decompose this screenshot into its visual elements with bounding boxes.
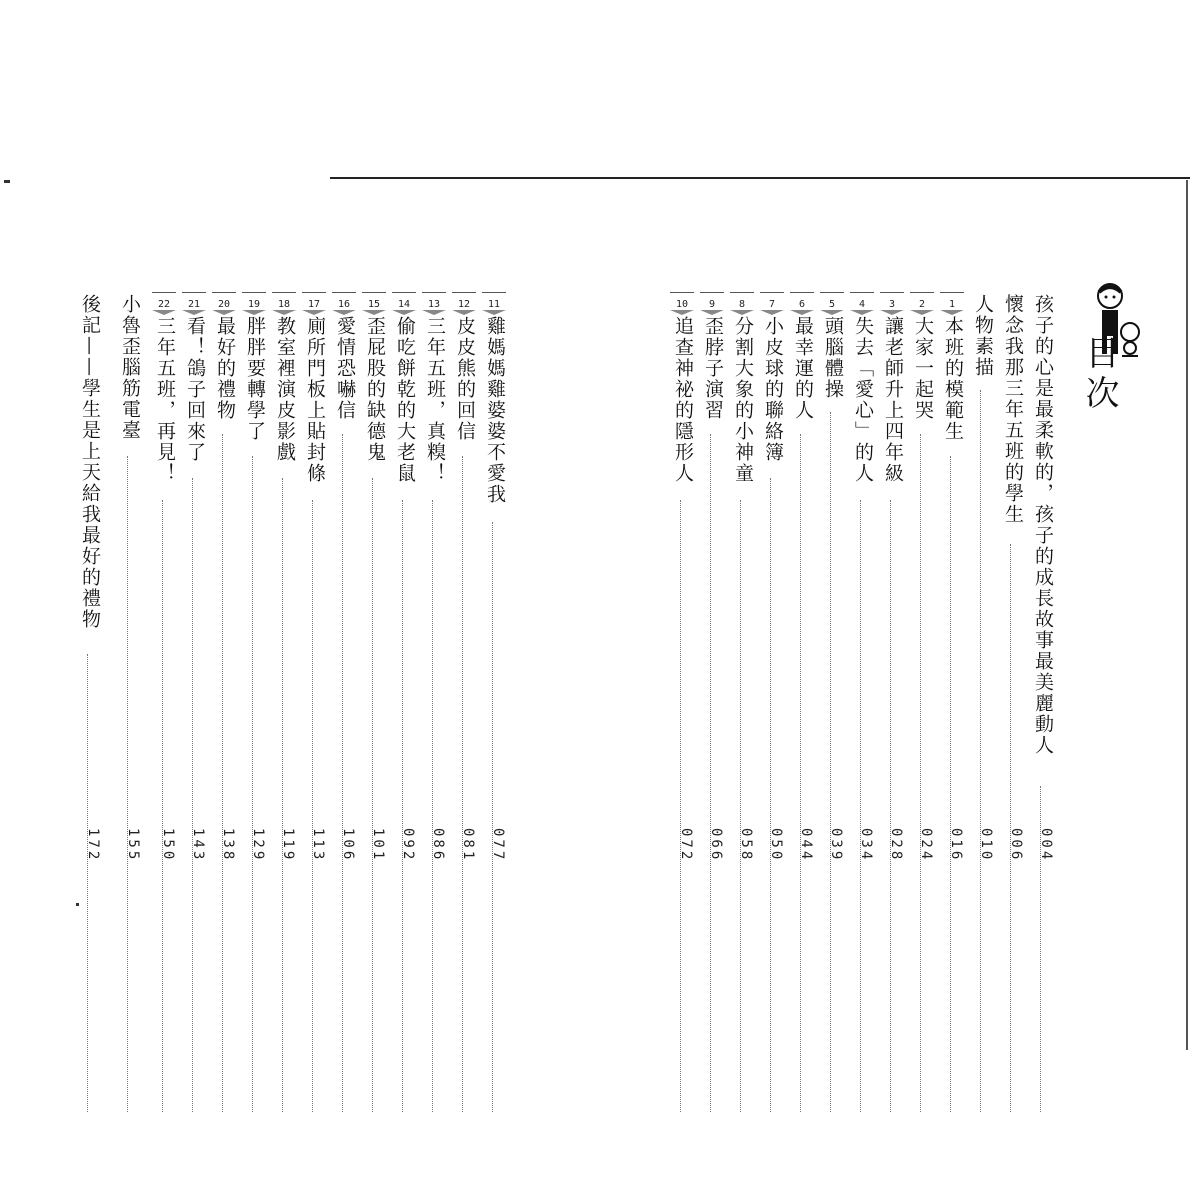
chapter-title: 小皮球的聯絡簿 — [762, 316, 784, 463]
page-number: 092 — [400, 828, 416, 863]
leader-dots — [432, 500, 433, 1112]
leader-dots — [127, 456, 128, 1112]
page-number: 058 — [738, 828, 754, 863]
chapter-title: 皮皮熊的回信 — [454, 316, 476, 442]
toc-entry — [880, 292, 904, 882]
toc-entry — [117, 292, 141, 882]
toc-entry — [940, 292, 964, 882]
chapter-title: 偷吃餅乾的大老鼠 — [394, 316, 416, 484]
chapter-title: 三年五班，真糗！ — [424, 316, 446, 484]
chapter-title: 讓老師升上四年級 — [882, 316, 904, 484]
leader-dots — [770, 478, 771, 1112]
chapter-number-badge: 6 — [790, 292, 814, 315]
chapter-title: 追查神祕的隱形人 — [672, 316, 694, 484]
leader-dots — [462, 456, 463, 1112]
page-number: 172 — [85, 828, 101, 863]
chapter-number-badge: 3 — [880, 292, 904, 315]
chapter-title: 本班的模範生 — [942, 316, 964, 442]
chapter-title: 教室裡演皮影戲 — [274, 316, 296, 463]
chapter-number-badge: 17 — [302, 292, 326, 315]
toc-entry — [1030, 292, 1054, 882]
chapter-title: 愛情恐嚇信 — [334, 316, 356, 421]
chapter-number-badge: 11 — [482, 292, 506, 315]
chapter-title: 頭腦體操 — [822, 316, 844, 400]
chapter-number-badge: 2 — [910, 292, 934, 315]
page-number: 072 — [678, 828, 694, 863]
chapter-title: 失去「愛心」的人 — [852, 316, 874, 484]
leader-dots — [342, 434, 343, 1112]
page-number: 006 — [1008, 828, 1024, 863]
toc-entry — [212, 292, 236, 882]
page-number: 106 — [340, 828, 356, 863]
page-number: 077 — [490, 828, 506, 863]
leader-dots — [740, 500, 741, 1112]
chapter-title: 最好的禮物 — [214, 316, 236, 421]
chapter-number-badge: 21 — [182, 292, 206, 315]
chapter-number-badge: 22 — [152, 292, 176, 315]
page-number: 143 — [190, 828, 206, 863]
page-number: 050 — [768, 828, 784, 863]
chapter-number-badge: 5 — [820, 292, 844, 315]
chapter-title: 雞媽媽雞婆婆不愛我 — [484, 316, 506, 505]
leader-dots — [87, 654, 88, 1112]
chapter-title: 孩子的心是最柔軟的，孩子的成長故事最美麗動人 — [1032, 294, 1054, 756]
page-number: 034 — [858, 828, 874, 863]
toc-entry — [760, 292, 784, 882]
leader-dots — [402, 500, 403, 1112]
chapter-title: 歪屁股的缺德鬼 — [364, 316, 386, 463]
chapter-number-badge: 1 — [940, 292, 964, 315]
chapter-number-badge: 7 — [760, 292, 784, 315]
chapter-number-badge: 14 — [392, 292, 416, 315]
leader-dots — [860, 500, 861, 1112]
page-number: 028 — [888, 828, 904, 863]
toc-entry — [182, 292, 206, 882]
page-number: 101 — [370, 828, 386, 863]
chapter-title: 後記——學生是上天給我最好的禮物 — [79, 294, 101, 630]
page-number: 155 — [125, 828, 141, 863]
toc-entry — [452, 292, 476, 882]
toc-entry — [790, 292, 814, 882]
leader-dots — [192, 478, 193, 1112]
page-number: 066 — [708, 828, 724, 863]
toc-entry — [302, 292, 326, 882]
leader-dots — [282, 478, 283, 1112]
page-number: 086 — [430, 828, 446, 863]
chapter-number-badge: 13 — [422, 292, 446, 315]
chapter-title: 歪脖子演習 — [702, 316, 724, 421]
toc-entry — [152, 292, 176, 882]
leader-dots — [492, 522, 493, 1112]
page-number: 004 — [1038, 828, 1054, 863]
page-number: 150 — [160, 828, 176, 863]
chapter-title: 小魯歪腦筋電臺 — [119, 294, 141, 441]
toc-entry — [362, 292, 386, 882]
page-number: 129 — [250, 828, 266, 863]
leader-dots — [312, 500, 313, 1112]
toc-entry — [1000, 292, 1024, 882]
chapter-number-badge: 18 — [272, 292, 296, 315]
toc-entry — [332, 292, 356, 882]
chapter-number-badge: 4 — [850, 292, 874, 315]
leader-dots — [920, 434, 921, 1112]
chapter-title: 廁所門板上貼封條 — [304, 316, 326, 484]
chapter-title: 分割大象的小神童 — [732, 316, 754, 484]
leader-dots — [222, 434, 223, 1112]
leader-dots — [830, 412, 831, 1112]
chapter-number-badge: 10 — [670, 292, 694, 315]
toc-title: 目次 — [1079, 335, 1119, 415]
leader-dots — [162, 500, 163, 1112]
scan-speck — [4, 180, 10, 183]
chapter-title: 大家一起哭 — [912, 316, 934, 421]
toc-entry — [242, 292, 266, 882]
page-number: 113 — [310, 828, 326, 863]
toc-entry — [482, 292, 506, 882]
toc-entry — [392, 292, 416, 882]
chapter-title: 胖胖要轉學了 — [244, 316, 266, 442]
toc-entry — [422, 292, 446, 882]
toc-entry — [670, 292, 694, 882]
chapter-number-badge: 15 — [362, 292, 386, 315]
chapter-title: 懷念我那三年五班的學生 — [1002, 294, 1024, 525]
page-number: 039 — [828, 828, 844, 863]
page-number: 138 — [220, 828, 236, 863]
chapter-title: 三年五班，再見！ — [154, 316, 176, 484]
page-number: 024 — [918, 828, 934, 863]
page-number: 081 — [460, 828, 476, 863]
toc-entry — [77, 292, 101, 882]
page-number: 044 — [798, 828, 814, 863]
toc-entry — [850, 292, 874, 882]
leader-dots — [980, 390, 981, 1112]
scan-edge-top — [330, 177, 1190, 179]
leader-dots — [950, 456, 951, 1112]
page-number: 119 — [280, 828, 296, 863]
toc-entry — [820, 292, 844, 882]
page-number: 010 — [978, 828, 994, 863]
toc-entry — [700, 292, 724, 882]
chapter-title: 最幸運的人 — [792, 316, 814, 421]
chapter-number-badge: 19 — [242, 292, 266, 315]
chapter-number-badge: 9 — [700, 292, 724, 315]
toc-entry — [272, 292, 296, 882]
chapter-number-badge: 16 — [332, 292, 356, 315]
leader-dots — [252, 456, 253, 1112]
scan-speck — [76, 903, 79, 906]
chapter-number-badge: 8 — [730, 292, 754, 315]
chapter-number-badge: 20 — [212, 292, 236, 315]
leader-dots — [890, 500, 891, 1112]
toc-entry — [730, 292, 754, 882]
leader-dots — [680, 500, 681, 1112]
chapter-title: 看！鴿子回來了 — [184, 316, 206, 463]
chapter-title: 人物素描 — [972, 294, 994, 378]
leader-dots — [800, 434, 801, 1112]
page-number: 016 — [948, 828, 964, 863]
scan-edge-right — [1186, 180, 1188, 1050]
leader-dots — [372, 478, 373, 1112]
toc-entry — [910, 292, 934, 882]
leader-dots — [710, 434, 711, 1112]
toc-entry — [970, 292, 994, 882]
chapter-number-badge: 12 — [452, 292, 476, 315]
